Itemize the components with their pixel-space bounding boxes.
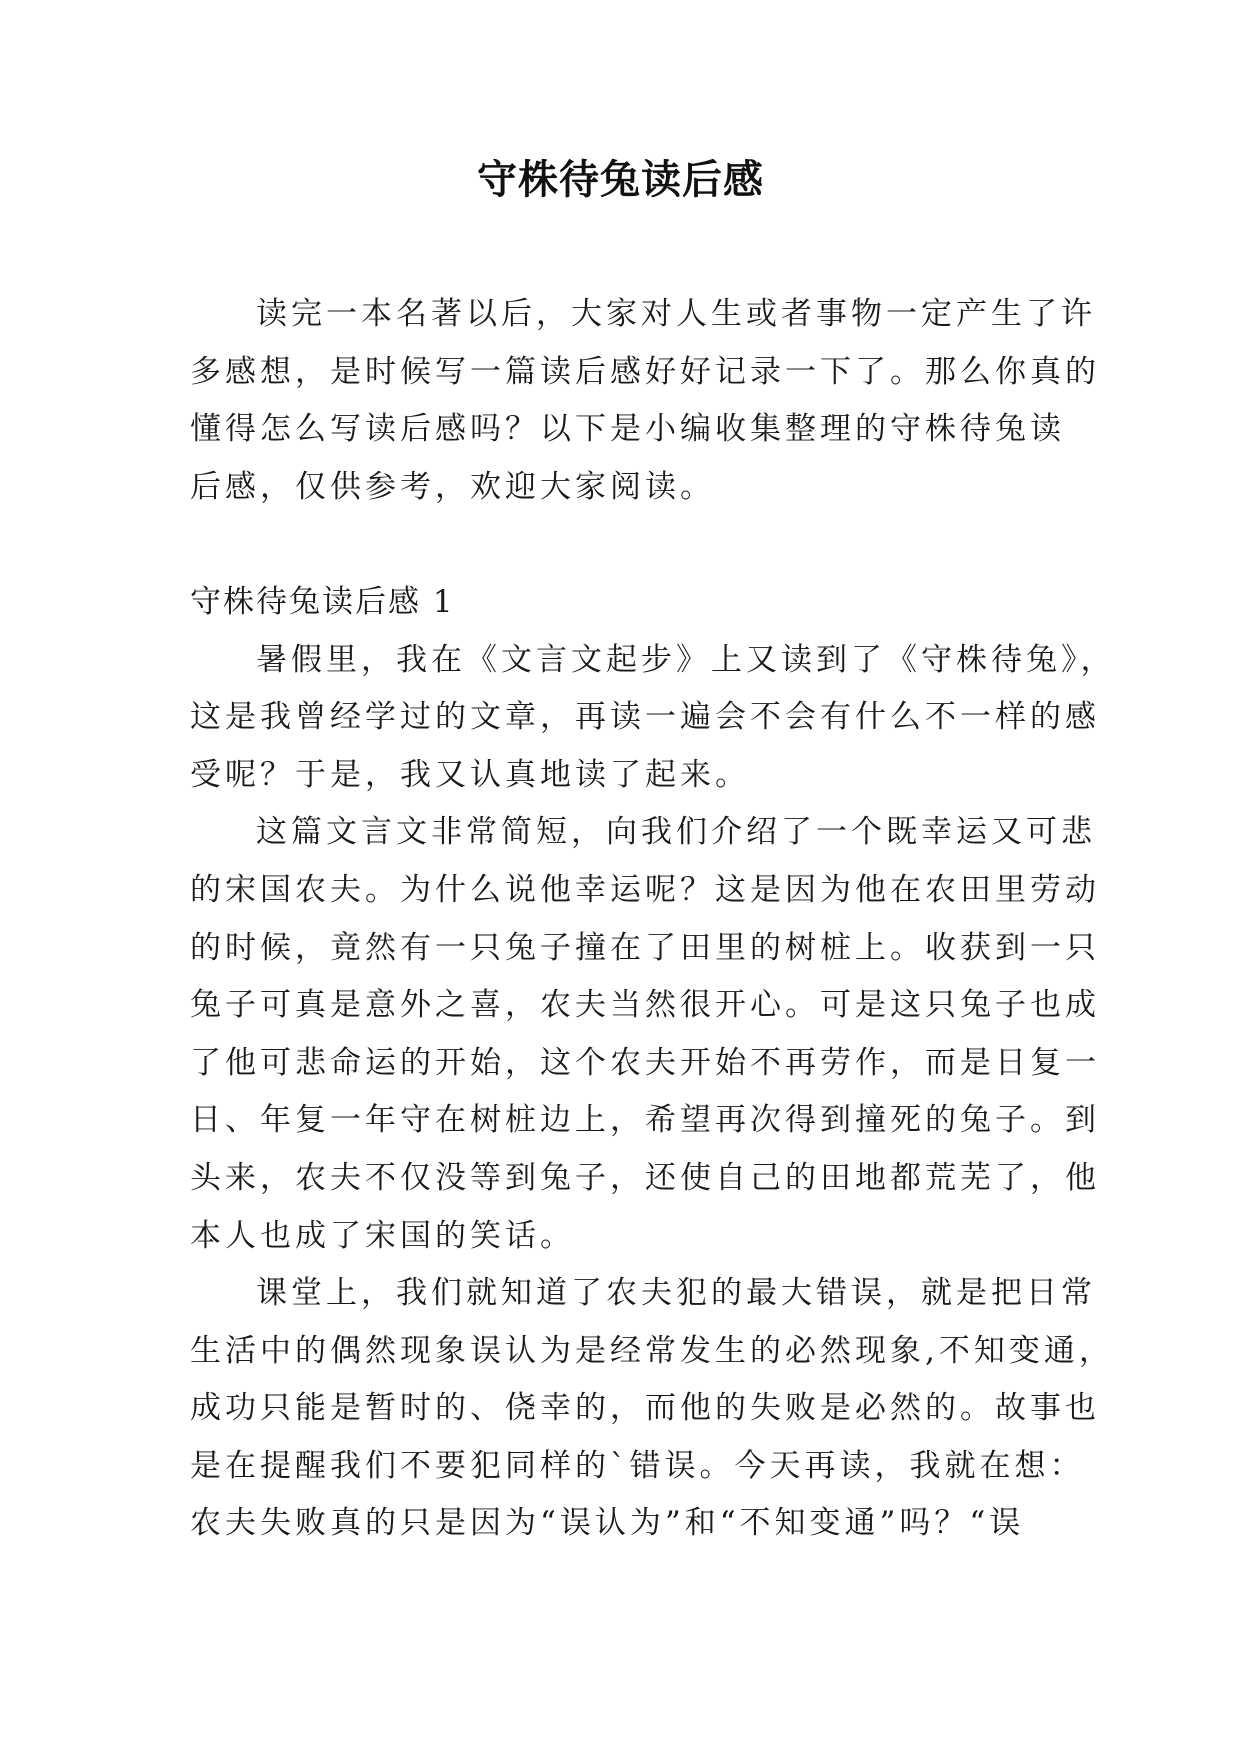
paragraph-line: 多感想，是时候写一篇读后感好好记录一下了。那么你真的	[190, 353, 1100, 390]
document-body	[190, 286, 1116, 1553]
paragraph-line: 暑假里，我在《文言文起步》上又读到了《守株待兔》，	[256, 641, 1116, 678]
paragraph-line: 这篇文言文非常简短，向我们介绍了一个既幸运又可悲	[256, 814, 1096, 851]
body-paragraph-1	[190, 632, 1116, 805]
paragraph-line: 的时候，竟然有一只兔子撞在了田里的树桩上。收获到一只	[190, 929, 1100, 966]
paragraph-line: 是在提醒我们不要犯同样的`错误。今天再读，我就在想：	[190, 1447, 1085, 1484]
paragraph-line: 课堂上，我们就知道了农夫犯的最大错误，就是把日常	[256, 1275, 1096, 1312]
paragraph-line: 后感，仅供参考，欢迎大家阅读。	[190, 468, 715, 505]
paragraph-line: 的宋国农夫。为什么说他幸运呢？这是因为他在农田里劳动	[190, 871, 1100, 908]
intro-paragraph	[190, 286, 1100, 516]
paragraph-line: 日、年复一年守在树桩边上，希望再次得到撞死的兔子。到	[190, 1102, 1100, 1139]
body-paragraph-2	[190, 804, 1100, 1265]
body-paragraph-3	[190, 1265, 1114, 1553]
paragraph-line: 头来，农夫不仅没等到兔子，还使自己的田地都荒芜了，他	[190, 1159, 1100, 1196]
paragraph-spacer	[190, 516, 1052, 574]
paragraph-line: 读完一本名著以后，大家对人生或者事物一定产生了许	[256, 296, 1096, 332]
paragraph-line: 了他可悲命运的开始，这个农夫开始不再劳作，而是日复一	[190, 1044, 1100, 1081]
paragraph-line: 兔子可真是意外之喜，农夫当然很开心。可是这只兔子也成	[190, 987, 1100, 1024]
paragraph-line: 懂得怎么写读后感吗？以下是小编收集整理的守株待兔读	[190, 411, 1065, 448]
paragraph-line: 本人也成了宋国的笑话。	[190, 1217, 575, 1254]
paragraph-line: 成功只能是暂时的、侥幸的，而他的失败是必然的。故事也	[190, 1390, 1100, 1427]
section-heading: 守株待兔读后感 1	[190, 583, 455, 620]
document-title: 守株待兔读后感	[477, 156, 764, 203]
paragraph-line: 生活中的偶然现象误认为是经常发生的必然现象,不知变通，	[190, 1332, 1114, 1369]
paragraph-line: 农夫失败真的只是因为“误认为”和“不知变通”吗？“误	[190, 1505, 1025, 1542]
paragraph-line: 这是我曾经学过的文章，再读一遍会不会有什么不一样的感	[190, 699, 1100, 736]
paragraph-line: 受呢？于是，我又认真地读了起来。	[190, 756, 750, 793]
